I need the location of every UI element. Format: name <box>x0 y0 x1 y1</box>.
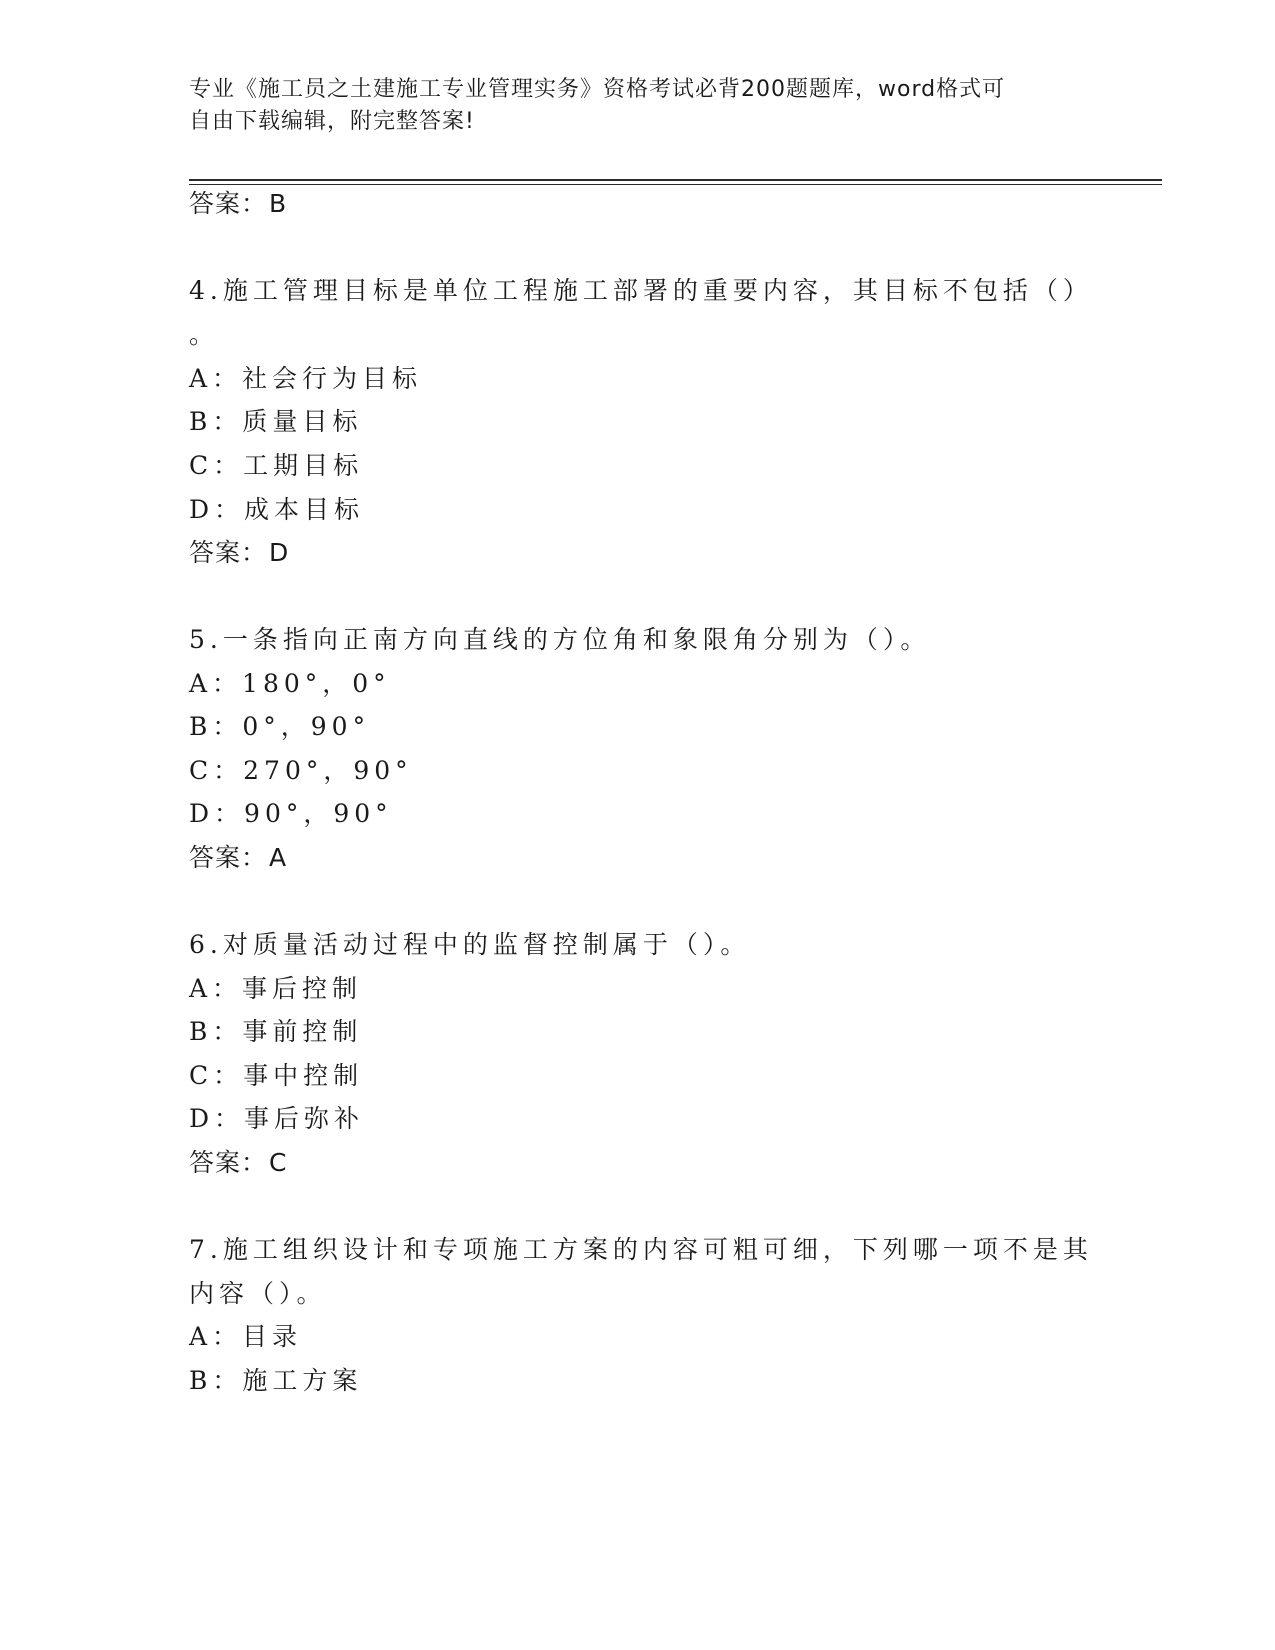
question-5-option-c: C：270°，90° <box>189 756 413 785</box>
answer-line-prev <box>189 187 287 221</box>
answer-label: 答案： <box>189 538 268 567</box>
question-7-option-b: B：施工方案 <box>189 1366 363 1395</box>
question-6-answer <box>189 1146 287 1180</box>
answer-value: D <box>269 538 290 567</box>
question-5-option-d: D：90°，90° <box>189 799 393 828</box>
question-6-stem: 6.对质量活动过程中的监督控制属于（）。 <box>189 930 751 959</box>
question-7-stem: 7.施工组织设计和专项施工方案的内容可粗可细，下列哪一项不是其 <box>189 1235 1093 1264</box>
question-4-option-c: C：工期目标 <box>189 451 364 480</box>
answer-label: 答案： <box>189 189 268 218</box>
question-4-option-b: B：质量目标 <box>189 407 363 436</box>
answer-label: 答案： <box>189 1148 268 1177</box>
question-5-stem: 5.一条指向正南方向直线的方位角和象限角分别为（）。 <box>189 625 931 654</box>
answer-value: B <box>269 189 288 218</box>
question-7-stem-cont: 内容（）。 <box>189 1279 327 1308</box>
question-4-option-a: A：社会行为目标 <box>189 364 423 393</box>
question-5-option-b: B：0°，90° <box>189 712 371 741</box>
question-6-option-a: A：事后控制 <box>189 974 363 1003</box>
header-divider <box>189 179 1162 181</box>
answer-label: 答案： <box>189 843 268 872</box>
header-line-2: 自由下载编辑，附完整答案! <box>189 109 475 134</box>
question-6-option-d: D：事后弥补 <box>189 1104 365 1133</box>
question-4-option-d: D：成本目标 <box>189 495 365 524</box>
header-divider-thin <box>189 184 1162 185</box>
answer-value: C <box>269 1148 288 1177</box>
question-4-stem-cont: 。 <box>189 320 220 349</box>
question-5-answer <box>189 841 287 875</box>
question-4-answer <box>189 536 289 570</box>
document-header <box>189 74 1089 138</box>
answer-value: A <box>269 843 288 872</box>
header-line-1: 专业《施工员之土建施工专业管理实务》资格考试必背200题题库，word格式可 <box>189 77 1006 102</box>
question-7-option-a: A：目录 <box>189 1322 303 1351</box>
question-6-option-b: B：事前控制 <box>189 1017 363 1046</box>
question-6-option-c: C：事中控制 <box>189 1061 364 1090</box>
question-4-stem: 4.施工管理目标是单位工程施工部署的重要内容，其目标不包括（） <box>189 276 1093 305</box>
question-5-option-a: A：180°，0° <box>189 669 391 698</box>
